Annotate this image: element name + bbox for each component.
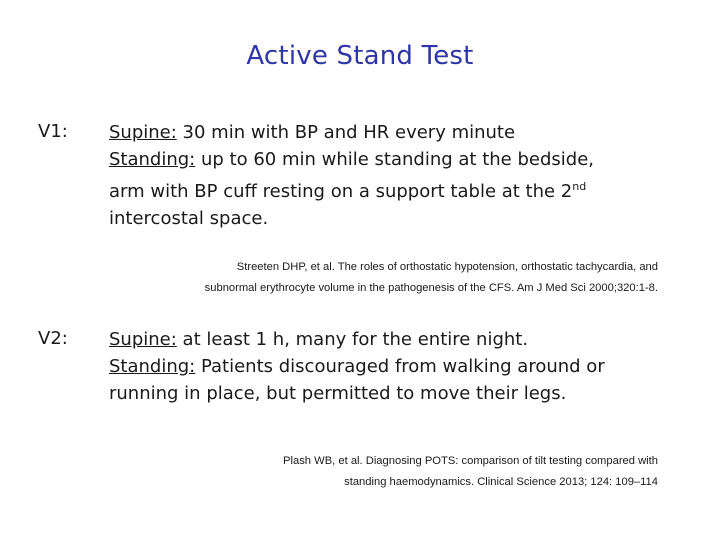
v1-citation xyxy=(205,257,658,299)
v2-supine-text: at least 1 h, many for the entire night. xyxy=(176,329,529,350)
v1-label: V1: xyxy=(38,121,68,142)
v2-standing-line-1 xyxy=(109,353,709,380)
v2-standing-line-2 xyxy=(109,380,709,407)
v2-standing-label: Standing: xyxy=(109,356,196,377)
v2-standing-text-2: running in place, but permitted to move their legs. xyxy=(109,383,567,404)
v1-standing-text-2: arm with BP cuff resting on a support table at the 2 xyxy=(109,181,573,202)
v1-supine-label: Supine: xyxy=(109,122,177,143)
v1-supine-text: 30 min with BP and HR every minute xyxy=(176,122,516,143)
v1-standing-line-2 xyxy=(109,173,709,205)
v2-standing-text-1: Patients discouraged from walking around or xyxy=(195,356,605,377)
v2-citation-line-2: standing haemodynamics. Clinical Science 2013; 124: 109–114 xyxy=(344,476,658,488)
v2-supine-line xyxy=(109,326,709,353)
v1-protocol xyxy=(109,119,709,232)
v2-citation-line-1: Plash WB, et al. Diagnosing POTS: comparison of tilt testing compared with xyxy=(283,455,658,467)
v1-standing-superscript: nd xyxy=(572,180,587,193)
v1-standing-line-1 xyxy=(109,146,709,173)
v1-supine-line xyxy=(109,119,709,146)
v1-standing-label: Standing: xyxy=(109,149,196,170)
v2-citation xyxy=(283,451,658,493)
v1-standing-text-1: up to 60 min while standing at the bedside, xyxy=(195,149,594,170)
v1-standing-text-3: intercostal space. xyxy=(109,208,269,229)
v2-protocol xyxy=(109,326,709,407)
v2-label: V2: xyxy=(38,328,68,349)
v2-supine-label: Supine: xyxy=(109,329,177,350)
v1-citation-line-2: subnormal erythrocyte volume in the pathogenesis of the CFS. Am J Med Sci 2000;320:1-8. xyxy=(204,282,658,294)
v1-citation-line-1: Streeten DHP, et al. The roles of orthostatic hypotension, orthostatic tachycardia, and xyxy=(236,261,658,273)
v1-standing-line-3 xyxy=(109,205,709,232)
slide-title: Active Stand Test xyxy=(246,41,474,71)
